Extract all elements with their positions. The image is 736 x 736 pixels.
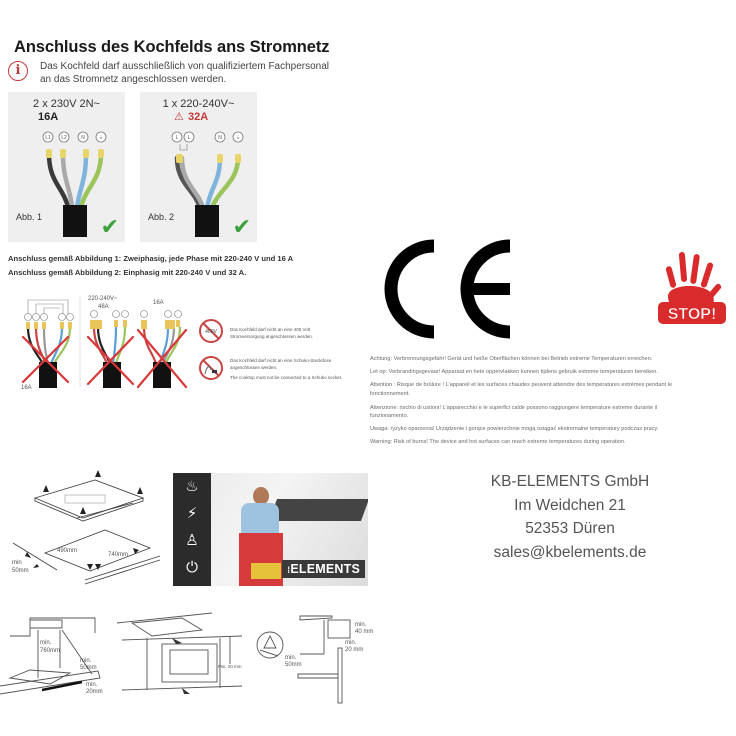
power-icon: ⏻ (186, 559, 198, 576)
wiring-panel-1 (8, 92, 125, 242)
diagram-label-48a: 48A (98, 304, 109, 310)
oven-min-label: Min. 20 mm (218, 664, 242, 669)
front-min-label-1: min. (86, 682, 98, 688)
figure-label: Abb. 2 (148, 212, 175, 222)
company-city: 52353 Düren (525, 520, 615, 537)
svg-text:400V: 400V (205, 329, 217, 335)
top-min-label-2: 40 mm (355, 629, 374, 635)
panel-amperage: 16A (38, 111, 59, 123)
prohibition-text-2a: Das Kochfeld darf nicht an eine Schuko-Steckdose (230, 358, 332, 363)
side-min-label-2: 50mm (80, 665, 97, 671)
prohibition-text-2c: The cooktop must not be connected to a Schuko socket. (230, 375, 343, 380)
hood-min-label-2: 760mm (40, 648, 61, 654)
wiring-panel-2 (140, 92, 257, 242)
checkmark-icon: ✔ (100, 214, 119, 239)
stop-hand-icon (654, 248, 730, 330)
side-detail-min-label-1: min. (345, 640, 357, 646)
installer-photo (173, 473, 368, 586)
company-email[interactable]: sales@kbelements.de (493, 543, 647, 561)
warning-de: Achtung: Verbrennungsgefahr! Gerät und heiße Oberflächen können bei Betrieb extreme Temperaturen erreichen. (370, 356, 653, 362)
diagram-label-16a-2: 16A (153, 300, 164, 306)
no-schuko-plug-icon (198, 355, 224, 381)
min-edge-label-1: min (12, 560, 22, 566)
diagram-label-16a: 16A (21, 385, 32, 391)
warning-pl: Uwaga: ryzyko oparzenia! Urządzenie i gorące powierzchnie mogą osiągać ekstremalne temperatury podczas pracy. (370, 426, 659, 432)
min-edge-label-2: 50mm (12, 568, 29, 574)
svg-text:L2: L2 (61, 135, 67, 141)
svg-text:N: N (218, 135, 222, 141)
tool-belt (251, 563, 281, 579)
svg-text:N: N (81, 135, 85, 141)
warning-fr-cont: fonctionnement. (370, 391, 410, 397)
svg-text:L: L (187, 135, 191, 141)
warning-en: Warning: Risk of burns! The device and hot surfaces can reach extreme temperatures during operation. (370, 439, 626, 445)
prohibition-text-1a: Das Kochfeld darf nicht an eine 400 Volt (230, 327, 311, 332)
cooktop-surface (269, 499, 368, 521)
oven-ventilation-diagram (112, 608, 247, 703)
side-min-label-1: min. (80, 658, 92, 664)
panel-spec: 1 x 220-240V~ (162, 98, 235, 110)
gap-min-label-1: min. (285, 655, 297, 661)
installer-icon: ♙ (185, 532, 199, 549)
panel-amperage: 32A (188, 111, 209, 123)
chef-hat-icon: ♨ (185, 478, 199, 495)
prohibition-text-2b: angeschlossen werden. (230, 365, 278, 370)
power-plug-icon: ⚡ (186, 505, 198, 522)
gap-min-label-2: 50mm (285, 662, 302, 668)
info-text-line1: Das Kochfeld darf ausschließlich von qualifiziertem Fachpersonal (40, 61, 330, 72)
front-min-label-2: 20mm (86, 689, 103, 695)
connection-note-2: Anschluss gemäß Abbildung 2: Einphasig mit 220-240 V und 32 A. (8, 268, 247, 277)
svg-text:⏚: ⏚ (98, 135, 104, 141)
warning-nl: Let op: Verbrandingsgevaar! Apparaat en hete oppervlakken kunnen tijdens gebruik extreme temperaturen bereiken. (370, 369, 658, 375)
cutout-length-label: 740mm (108, 552, 129, 558)
warning-fr: Attention : Risque de brûlure ! L'appareil et les surfaces chaudes peuvent atteindre des températures extrêmes pendant le (370, 382, 673, 388)
side-detail-min-label-2: 20 mm (345, 647, 364, 653)
svg-text:L: L (175, 135, 179, 141)
brand-logo: ⁞ELEMENTS (282, 560, 365, 578)
svg-text:STOP!: STOP! (667, 306, 717, 323)
feature-icon-bar (173, 473, 211, 586)
prohibition-text-1b: Stromversorgung angeschlossen werden. (230, 334, 314, 339)
connection-note-1: Anschluss gemäß Abbildung 1: Zweiphasig, jede Phase mit 220-240 V und 16 A (8, 254, 294, 263)
diagram-label-voltage: 220-240V~ (88, 296, 118, 302)
page-title: Anschluss des Kochfelds ans Stromnetz (14, 38, 330, 56)
ce-mark-icon (382, 238, 527, 340)
company-name: KB-ELEMENTS GmbH (490, 473, 650, 490)
figure-label: Abb. 1 (16, 212, 43, 222)
company-address (460, 470, 680, 564)
warning-triangle-icon: ⚠ (174, 111, 184, 123)
svg-text:⏚: ⏚ (235, 135, 241, 141)
checkmark-icon: ✔ (232, 214, 251, 239)
company-street: Im Weidchen 21 (514, 496, 626, 514)
hood-min-label-1: min. (40, 640, 52, 646)
info-icon: i (8, 61, 28, 81)
no-400v-icon (198, 318, 224, 344)
worktop-section-diagram (250, 612, 370, 704)
cutout-dimension-diagram (5, 468, 170, 588)
info-text-line2: an das Stromnetz angeschlossen werden. (40, 74, 227, 85)
panel-spec: 2 x 230V 2N~ (33, 98, 100, 110)
info-text (40, 60, 360, 86)
warning-it-cont: funzionamento. (370, 413, 409, 419)
warning-it: Attenzione: rischio di ustioni! L'apparecchio e le superfici calde possono raggiungere temperature estreme durante il (370, 405, 658, 411)
svg-text:L1: L1 (45, 135, 51, 141)
top-min-label-1: min. (355, 622, 367, 628)
cutout-width-label: 490mm (57, 548, 78, 554)
